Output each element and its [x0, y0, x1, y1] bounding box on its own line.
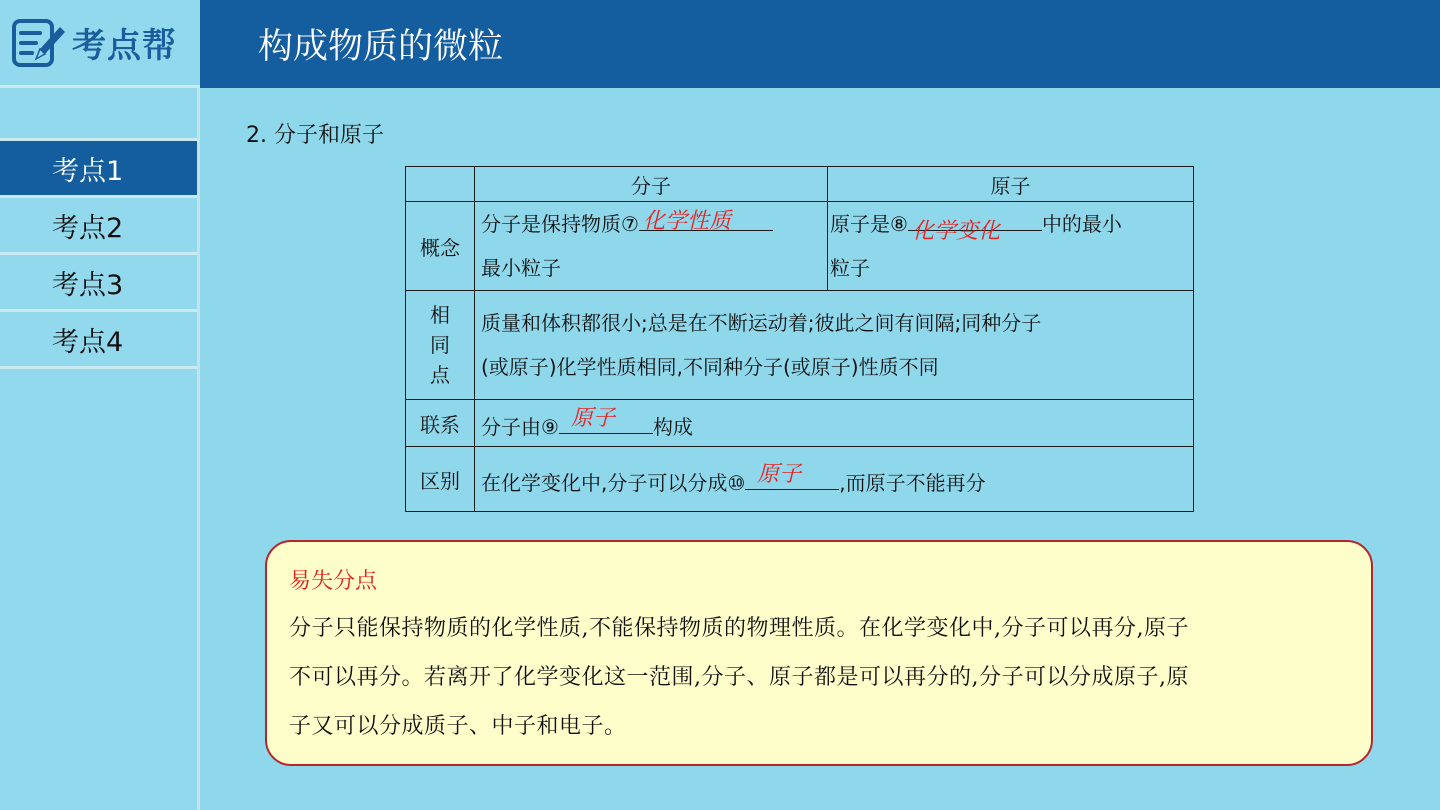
row-label-similarity [406, 291, 475, 400]
tip-box [265, 540, 1373, 766]
molecule-concept-prefix: 分子是保持物质⑦ [481, 212, 639, 236]
cell-similarity [475, 291, 1194, 400]
brand-logo [0, 0, 200, 88]
table-row-similarity [406, 291, 1194, 400]
sidebar-item-kaodian-4[interactable]: 考点4 [0, 312, 197, 369]
relation-prefix: 分子由⑨ [481, 414, 559, 439]
sidebar-item-kaodian-3[interactable]: 考点3 [0, 255, 197, 312]
relation-suffix: 构成 [652, 414, 693, 439]
table-header-row [406, 167, 1194, 202]
similarity-line-2: (或原子)化学性质相同,不同种分子(或原子)性质不同 [481, 355, 939, 379]
atom-concept-prefix: 原子是⑧ [830, 212, 908, 236]
answer-8: 化学变化 [911, 219, 1000, 244]
cell-difference [475, 447, 1194, 512]
tip-line-2: 不可以再分。若离开了化学变化这一范围,分子、原子都是可以再分的,分子可以分成原子,原 [289, 665, 1189, 690]
tip-line-1: 分子只能保持物质的化学性质,不能保持物质的物理性质。在化学变化中,分子可以再分,原子 [289, 616, 1189, 641]
tip-title: 易失分点 [289, 569, 378, 594]
sidebar-item-kaodian-2[interactable]: 考点2 [0, 198, 197, 255]
sidebar-item-kaodian-1[interactable]: 考点1 [0, 141, 197, 198]
table-row-relation [406, 400, 1194, 447]
row-label-similarity-text: 相同点 [430, 303, 450, 387]
page-header [200, 0, 1440, 88]
tip-body [289, 604, 1355, 751]
sidebar [0, 88, 200, 810]
row-label-concept: 概念 [406, 202, 475, 291]
answer-9: 原子 [570, 405, 615, 431]
comparison-table [405, 166, 1194, 512]
page-title: 构成物质的微粒 [258, 27, 504, 67]
cell-atom-concept [828, 202, 1194, 291]
difference-prefix: 在化学变化中,分子可以分成⑩ [481, 470, 746, 495]
similarity-line-1: 质量和体积都很小;总是在不断运动着;彼此之间有间隔;同种分子 [481, 311, 1042, 335]
difference-suffix: ,而原子不能再分 [839, 470, 986, 495]
cell-molecule-concept [475, 202, 828, 291]
answer-10: 原子 [757, 461, 802, 487]
brand-name: 考点帮 [72, 26, 177, 66]
row-label-relation: 联系 [406, 400, 475, 447]
molecule-concept-suffix: 最小粒子 [481, 256, 561, 280]
table-row-concept [406, 202, 1194, 291]
cell-relation [475, 400, 1194, 447]
row-label-difference: 区别 [406, 447, 475, 512]
tip-line-3: 子又可以分成质子、中子和电子。 [289, 714, 627, 739]
answer-blank-10 [745, 463, 839, 490]
notepad-pen-icon [10, 15, 66, 71]
answer-blank-8 [908, 204, 1042, 244]
section-title: 2. 分子和原子 [246, 123, 384, 148]
column-header-molecule: 分子 [475, 167, 828, 202]
answer-blank-7 [639, 204, 773, 234]
answer-7: 化学性质 [642, 209, 731, 234]
column-header-atom: 原子 [828, 167, 1194, 202]
table-row-difference [406, 447, 1194, 512]
atom-concept-mid: 中的最小 [1041, 212, 1122, 236]
atom-concept-suffix: 粒子 [830, 256, 870, 280]
table-corner-cell [406, 167, 475, 202]
sidebar-spacer [0, 88, 197, 141]
answer-blank-9 [559, 407, 653, 434]
